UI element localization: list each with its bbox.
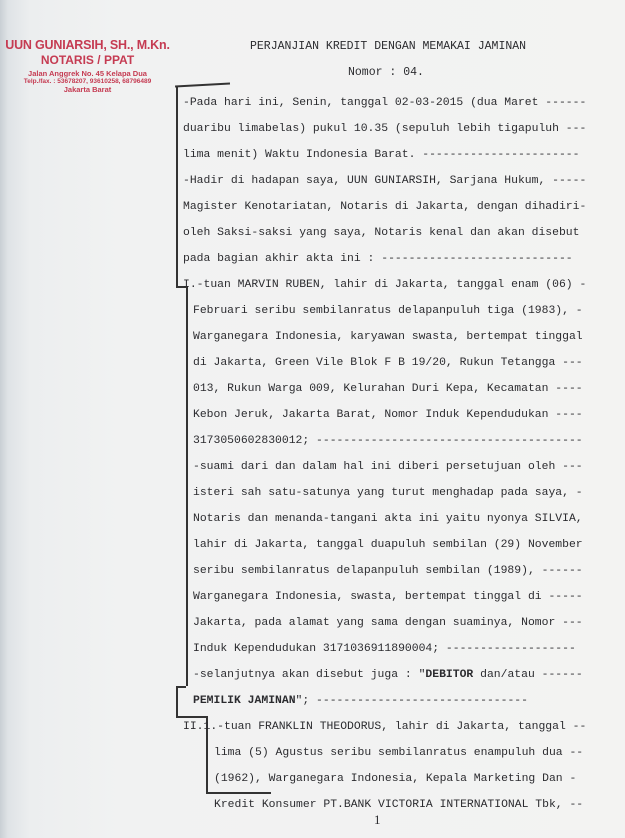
pemilik-jaminan-term: PEMILIK JAMINAN: [193, 695, 296, 707]
text-line: (1962), Warganegara Indonesia, Kepala Marketing Dan -: [214, 773, 577, 785]
text-line: -suami dari dan dalam hal ini diberi persetujuan oleh ---: [193, 461, 583, 473]
margin-rule-4: [176, 686, 186, 688]
text-line: -Pada hari ini, Senin, tanggal 02-03-2015 (dua Maret ------: [183, 97, 587, 109]
text-line: Kebon Jeruk, Jakarta Barat, Nomor Induk Kependudukan ----: [193, 409, 583, 421]
document-title: PERJANJIAN KREDIT DENGAN MEMAKAI JAMINAN: [250, 40, 527, 53]
text-line: Warganegara Indonesia, swasta, bertempat tinggal di -----: [193, 591, 583, 603]
text-line: Magister Kenotariatan, Notaris di Jakarta, dengan dihadiri-: [183, 201, 587, 213]
text-line: seribu sembilanratus delapanpuluh sembilan (1989), ------: [193, 565, 583, 577]
text-line: -Hadir di hadapan saya, UUN GUNIARSIH, Sarjana Hukum, -----: [183, 175, 587, 187]
notary-stamp: [0, 38, 175, 94]
debitor-term: DEBITOR: [425, 669, 474, 681]
margin-rule-1: [176, 86, 178, 286]
text-line: oleh Saksi-saksi yang saya, Notaris kenal dan akan disebut: [183, 227, 580, 239]
text-line: pada bagian akhir akta ini : ----------------------------: [183, 253, 573, 265]
text-line: Induk Kependudukan 3171036911890004; -------------------: [193, 643, 576, 655]
text-line: 013, Rukun Warga 009, Kelurahan Duri Kepa, Kecamatan ----: [193, 383, 583, 395]
margin-rule-top: [175, 83, 230, 87]
margin-rule-bottom: [206, 792, 271, 794]
debitor-line: -selanjutnya akan disebut juga : "DEBITOR dan/atau ------: [193, 669, 583, 681]
text-line: isteri sah satu-satunya yang turut menghadap pada saya, -: [193, 487, 583, 499]
stamp-phone: Telp./fax. : 53678207, 93610258, 68796489: [23, 78, 152, 85]
text-line: Jakarta, pada alamat yang sama dengan suaminya, Nomor ---: [193, 617, 583, 629]
text-line: Februari seribu sembilanratus delapanpuluh tiga (1983), -: [193, 305, 583, 317]
document-number: Nomor : 04.: [348, 66, 424, 79]
text-line: Notaris dan menanda-tangani akta ini yaitu nyonya SILVIA,: [193, 513, 583, 525]
text-line: 3173050602830012; ---------------------------------------: [193, 435, 583, 447]
margin-rule-3: [186, 286, 188, 686]
stamp-name: UUN GUNIARSIH, SH., M.Kn.: [5, 38, 170, 52]
margin-rule-5: [176, 686, 178, 716]
text-line: lahir di Jakarta, tanggal duapuluh sembilan (29) November: [193, 539, 583, 551]
margin-rule-6: [176, 716, 206, 718]
text-line: I.-tuan MARVIN RUBEN, lahir di Jakarta, tanggal enam (06) -: [183, 279, 587, 291]
text-line: duaribu limabelas) pukul 10.35 (sepuluh lebih tigapuluh ---: [183, 123, 587, 135]
pemilik-jaminan-line: PEMILIK JAMINAN"; -------------------------------: [193, 695, 528, 707]
text-line: lima (5) Agustus seribu sembilanratus enampuluh dua --: [214, 747, 584, 759]
stamp-address: Jalan Anggrek No. 45 Kelapa Dua: [28, 69, 147, 78]
text-line: Warganegara Indonesia, karyawan swasta, bertempat tinggal: [193, 331, 583, 343]
stamp-role: NOTARIS / PPAT: [40, 53, 135, 67]
text-line: di Jakarta, Green Vile Blok F B 19/20, Rukun Tetangga ---: [193, 357, 583, 369]
text-line: Kredit Konsumer PT.BANK VICTORIA INTERNATIONAL Tbk, --: [214, 799, 584, 811]
page-number: 1: [374, 812, 381, 827]
text-line: II.1.-tuan FRANKLIN THEODORUS, lahir di Jakarta, tanggal --: [183, 721, 587, 733]
stamp-city: Jakarta Barat: [63, 85, 112, 94]
text-line: lima menit) Waktu Indonesia Barat. -----------------------: [183, 149, 580, 161]
